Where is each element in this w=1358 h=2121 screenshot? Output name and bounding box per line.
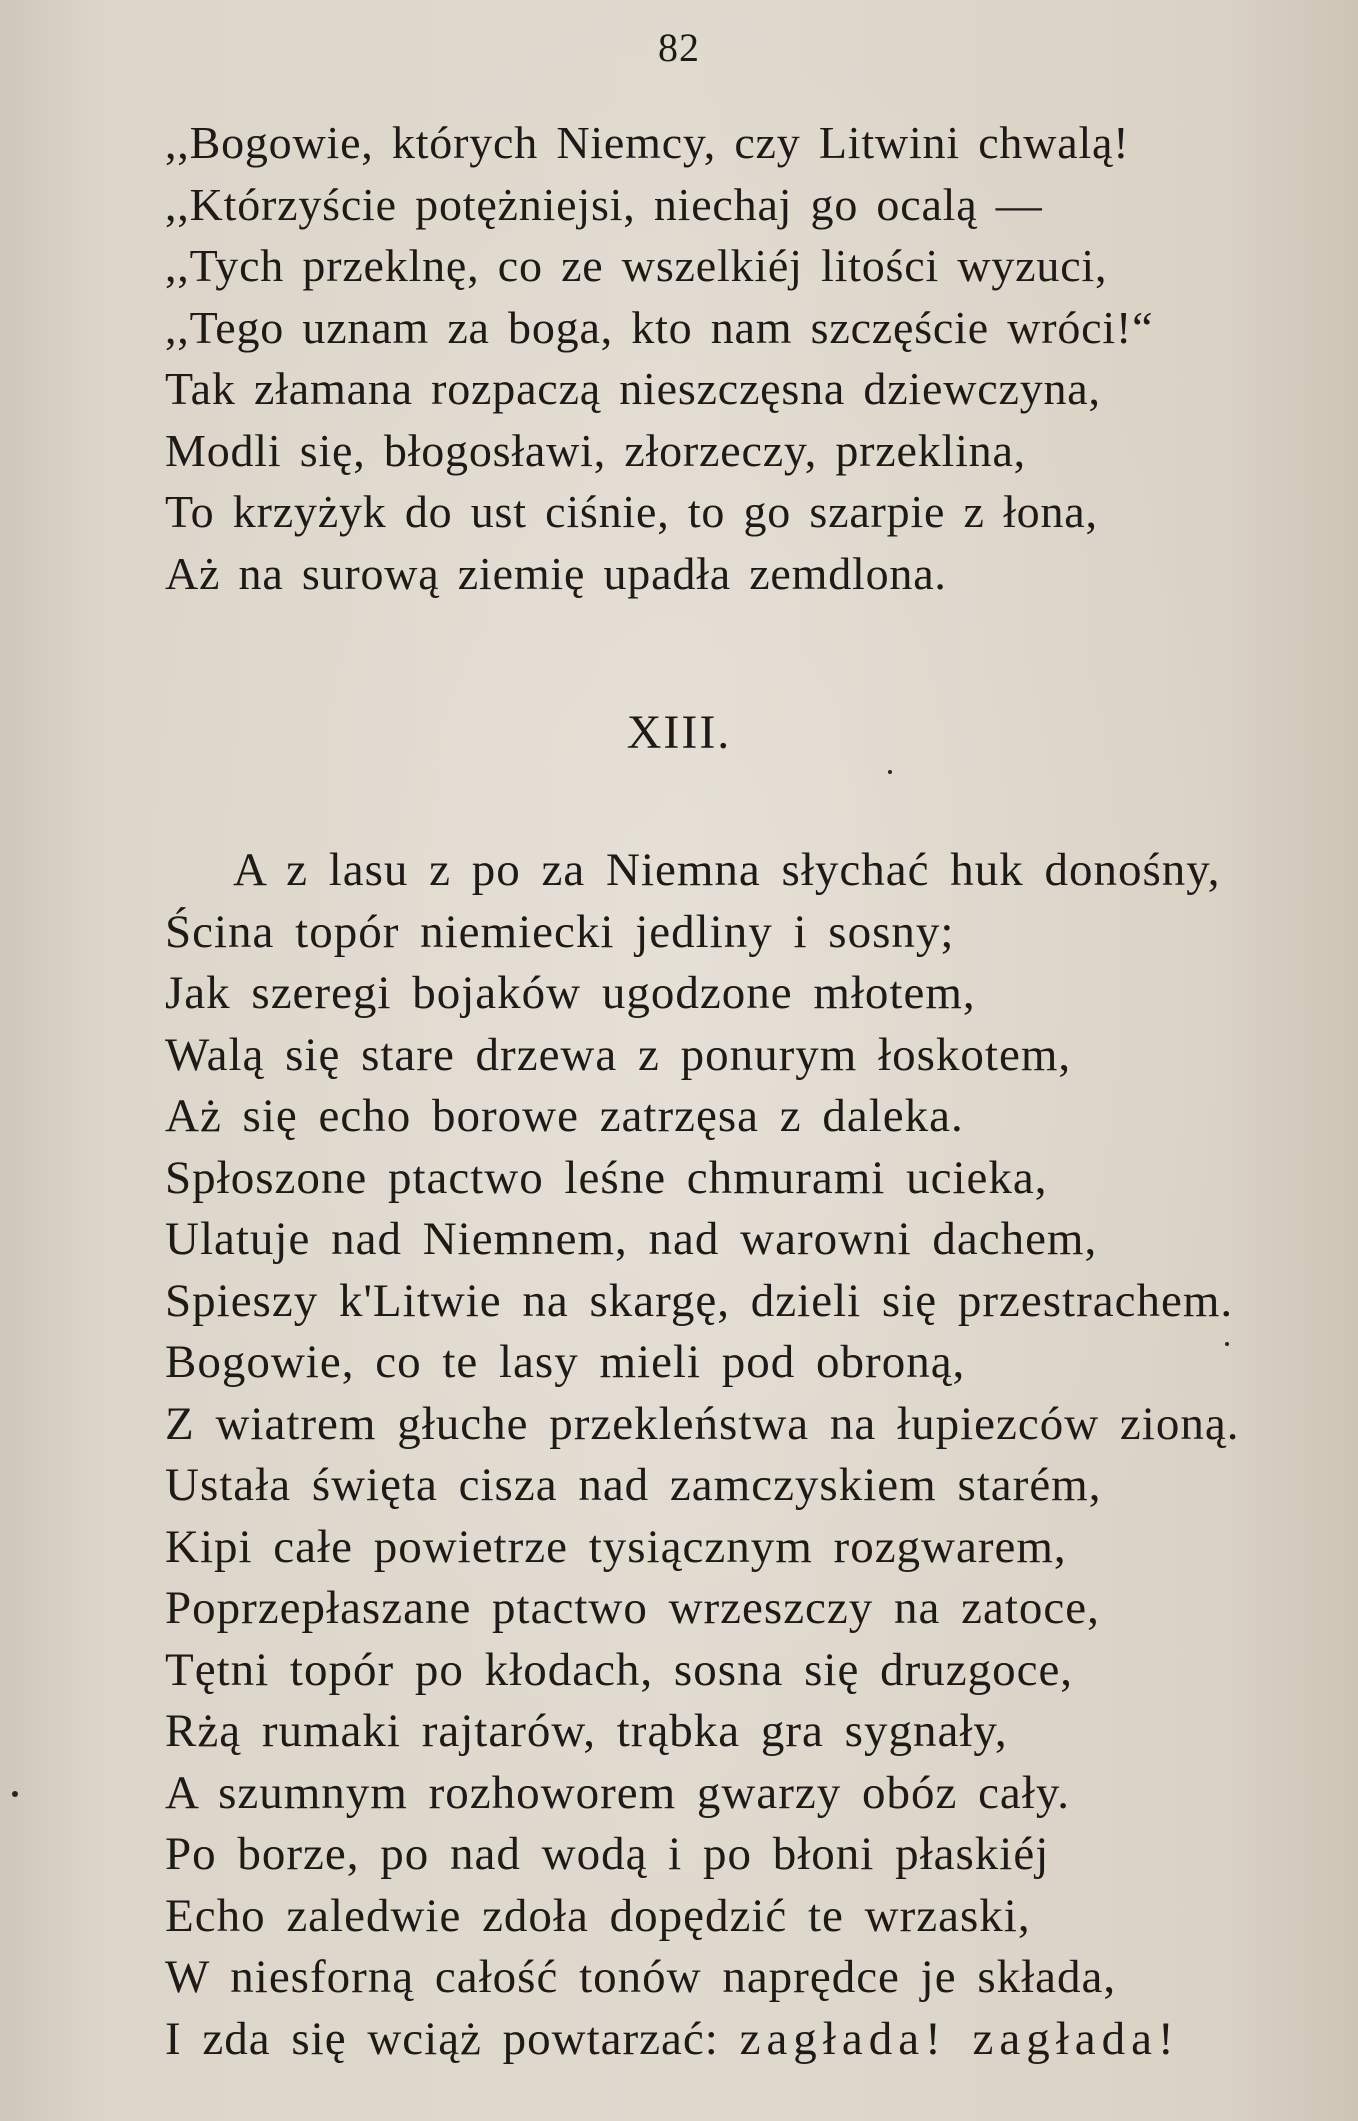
verse-line: W niesforną całość tonów naprędce je składa, bbox=[165, 1951, 1117, 2003]
ink-speck bbox=[888, 770, 892, 774]
verse-line: Bogowie, co te lasy mieli pod obroną, bbox=[165, 1336, 966, 1388]
verse-line: Ustała święta cisza nad zamczyskiem starém, bbox=[165, 1459, 1102, 1511]
verse-line: Aż się echo borowe zatrzęsa z daleka. bbox=[165, 1090, 964, 1142]
verse-line: ,,Tego uznam za boga, kto nam szczęście wróci!“ bbox=[165, 301, 1154, 353]
verse-line: Z wiatrem głuche przekleństwa na łupiezców zioną. bbox=[165, 1397, 1240, 1450]
verse-line: Rżą rumaki rajtarów, trąbka gra sygnały, bbox=[165, 1705, 1008, 1757]
verse-line: ,,Bogowie, których Niemcy, czy Litwini chwalą! bbox=[165, 117, 1130, 168]
verse-line: To krzyżyk do ust ciśnie, to go szarpie z łona, bbox=[165, 486, 1098, 537]
ink-speck bbox=[1225, 1342, 1229, 1346]
verse-line: Jak szeregi bojaków ugodzone młotem, bbox=[165, 967, 976, 1019]
section-heading: XIII. bbox=[626, 706, 732, 759]
verse-line: Echo zaledwie zdoła dopędzić te wrzaski, bbox=[165, 1889, 1031, 1942]
verse-line: Kipi całe powietrze tysiącznym rozgwarem, bbox=[165, 1520, 1067, 1573]
stanza-2 bbox=[165, 840, 1345, 2070]
verse-line: ,,Którzyście potężniejsi, niechaj go ocalą — bbox=[165, 178, 1043, 230]
ink-speck bbox=[12, 1791, 18, 1797]
verse-line: Walą się stare drzewa z ponurym łoskotem, bbox=[165, 1028, 1072, 1081]
verse-line: Tak złamana rozpaczą nieszczęsna dziewczyna, bbox=[165, 363, 1101, 414]
verse-line: Modli się, błogosławi, złorzeczy, przeklina, bbox=[165, 424, 1026, 476]
verse-line: A z lasu z po za Niemna słychać huk donośny, bbox=[233, 844, 1221, 896]
stanza-1 bbox=[165, 112, 1345, 604]
verse-line: ,,Tych przeklnę, co ze wszelkiéj litości wyzuci, bbox=[165, 240, 1108, 291]
verse-line: Spłoszone ptactwo leśne chmurami ucieka, bbox=[165, 1151, 1048, 1204]
verse-line: Po borze, po nad wodą i po błoni płaskiéj bbox=[165, 1828, 1050, 1880]
verse-line: Ścina topór niemiecki jedliny i sosny; bbox=[165, 905, 955, 958]
verse-line: Ulatuje nad Niemnem, nad warowni dachem, bbox=[165, 1213, 1098, 1265]
verse-line: A szumnym rozhoworem gwarzy obóz cały. bbox=[165, 1766, 1071, 1819]
verse-line: Tętni topór po kłodach, sosna się druzgoce, bbox=[165, 1643, 1074, 1696]
page-number: 82 bbox=[658, 25, 700, 70]
verse-line: Poprzepłaszane ptactwo wrzeszczy na zatoce, bbox=[165, 1582, 1100, 1634]
verse-line-start: I zda się wciąż powtarzać: bbox=[165, 2012, 740, 2065]
verse-line: Aż na surową ziemię upadła zemdlona. bbox=[165, 547, 947, 599]
emphasized-words: zagłada! zagłada! bbox=[739, 2012, 1180, 2065]
verse-line-final bbox=[165, 2009, 1345, 2071]
verse-line: Spieszy k'Litwie na skargę, dzieli się przestrachem. bbox=[165, 1274, 1234, 1327]
